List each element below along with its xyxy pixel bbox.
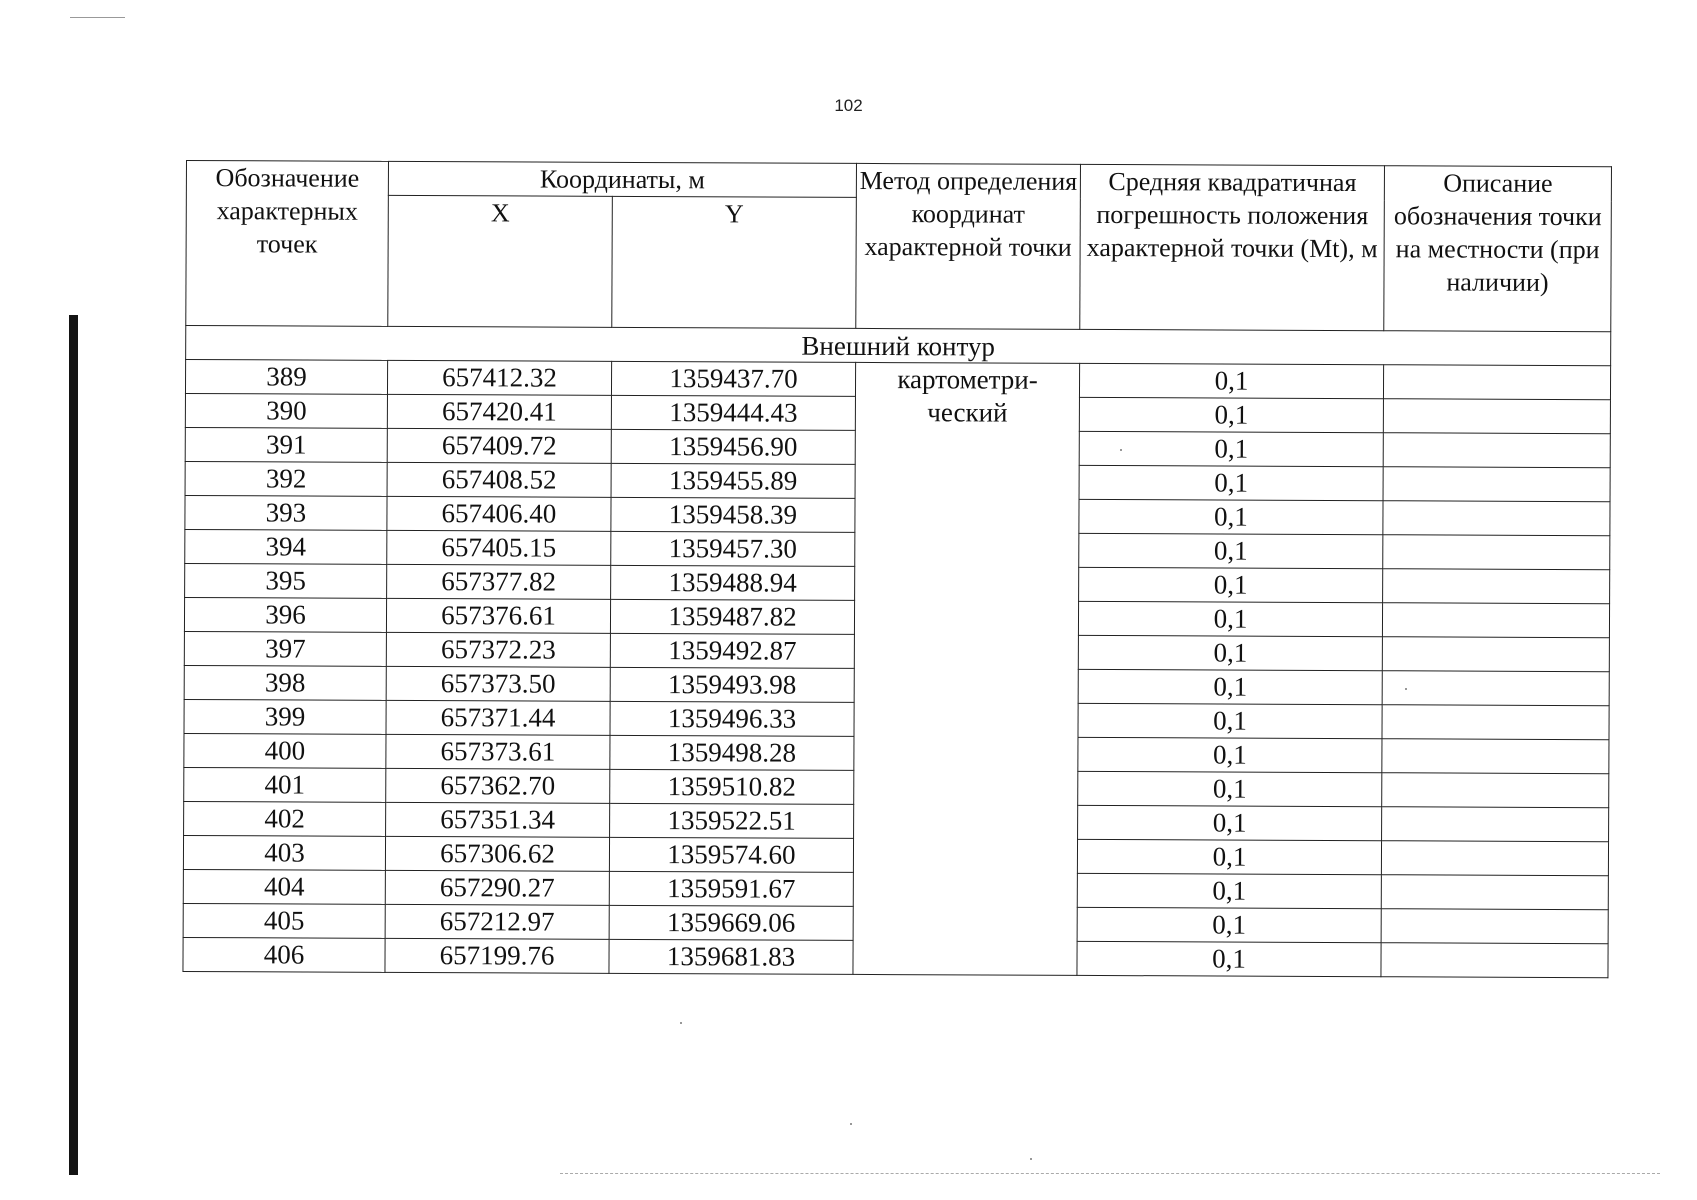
cell-description [1382, 705, 1609, 740]
cell-description [1383, 501, 1610, 536]
cell-y: 1359444.43 [611, 395, 855, 430]
cell-description [1383, 433, 1610, 468]
cell-error: 0,1 [1079, 567, 1383, 602]
section-title: Внешний контур [186, 326, 1611, 366]
scan-speck [850, 1123, 852, 1125]
cell-description [1381, 909, 1608, 944]
cell-error: 0,1 [1078, 635, 1382, 670]
cell-x: 657373.50 [386, 666, 610, 701]
method-line-2: ческий [927, 397, 1008, 428]
method-line-1: картометри- [897, 364, 1038, 395]
cell-error: 0,1 [1078, 805, 1382, 840]
cell-x: 657212.97 [385, 904, 609, 939]
cell-point: 401 [184, 767, 386, 802]
scan-mark [70, 17, 125, 18]
scan-speck [1030, 1158, 1032, 1160]
cell-description [1382, 637, 1609, 672]
cell-error: 0,1 [1079, 499, 1383, 534]
cell-point: 405 [183, 903, 385, 938]
cell-x: 657406.40 [387, 496, 611, 531]
scan-speck [1120, 449, 1122, 451]
cell-y: 1359510.82 [610, 769, 854, 804]
cell-point: 395 [185, 563, 387, 598]
scan-bottom-line [560, 1173, 1660, 1174]
cell-x: 657362.70 [386, 768, 610, 803]
cell-description [1383, 399, 1610, 434]
cell-point: 393 [185, 495, 387, 530]
scan-speck [1405, 688, 1407, 690]
header-y: Y [612, 196, 857, 328]
cell-point: 398 [184, 665, 386, 700]
cell-x: 657377.82 [387, 564, 611, 599]
cell-error: 0,1 [1079, 363, 1383, 398]
cell-description [1382, 603, 1609, 638]
cell-error: 0,1 [1077, 907, 1381, 942]
cell-error: 0,1 [1078, 601, 1382, 636]
cell-x: 657408.52 [387, 462, 611, 497]
cell-x: 657412.32 [387, 360, 611, 395]
cell-error: 0,1 [1077, 873, 1381, 908]
cell-method [853, 362, 1080, 975]
cell-x: 657405.15 [387, 530, 611, 565]
header-point: Обозначение характерных точек [186, 161, 389, 327]
cell-x: 657306.62 [385, 836, 609, 871]
header-method: Метод определения координат характерной точки [856, 163, 1081, 329]
cell-y: 1359458.39 [611, 497, 855, 532]
cell-x: 657420.41 [387, 394, 611, 429]
cell-point: 390 [185, 393, 387, 428]
cell-description [1383, 467, 1610, 502]
cell-y: 1359487.82 [610, 599, 854, 634]
cell-y: 1359498.28 [610, 735, 854, 770]
cell-description [1381, 875, 1608, 910]
cell-y: 1359591.67 [609, 871, 853, 906]
cell-error: 0,1 [1077, 941, 1381, 976]
cell-description [1382, 807, 1609, 842]
cell-x: 657351.34 [386, 802, 610, 837]
cell-x: 657409.72 [387, 428, 611, 463]
coordinates-table-container [182, 160, 1611, 978]
header-x: X [388, 195, 613, 327]
cell-error: 0,1 [1079, 397, 1383, 432]
cell-error: 0,1 [1077, 839, 1381, 874]
cell-point: 403 [183, 835, 385, 870]
cell-x: 657371.44 [386, 700, 610, 735]
cell-y: 1359456.90 [611, 429, 855, 464]
cell-x: 657290.27 [385, 870, 609, 905]
scan-edge-bar [69, 315, 78, 1175]
cell-y: 1359492.87 [610, 633, 854, 668]
header-error: Средняя квадратичная погрешность положения характерной точки (Mt), м [1080, 164, 1385, 330]
cell-y: 1359669.06 [609, 905, 853, 940]
cell-point: 392 [185, 461, 387, 496]
cell-description [1382, 773, 1609, 808]
cell-point: 394 [185, 529, 387, 564]
cell-error: 0,1 [1078, 703, 1382, 738]
cell-point: 402 [184, 801, 386, 836]
cell-y: 1359488.94 [611, 565, 855, 600]
cell-error: 0,1 [1078, 737, 1382, 772]
cell-y: 1359493.98 [610, 667, 854, 702]
cell-x: 657199.76 [385, 938, 609, 973]
cell-point: 391 [185, 427, 387, 462]
cell-y: 1359457.30 [611, 531, 855, 566]
header-description: Описание обозначения точки на местности (при наличии) [1384, 166, 1612, 332]
cell-y: 1359681.83 [609, 939, 853, 974]
cell-y: 1359574.60 [609, 837, 853, 872]
cell-point: 389 [185, 360, 387, 395]
cell-error: 0,1 [1079, 533, 1383, 568]
cell-description [1383, 365, 1610, 400]
cell-point: 399 [184, 699, 386, 734]
cell-description [1382, 671, 1609, 706]
cell-description [1383, 569, 1610, 604]
cell-error: 0,1 [1078, 669, 1382, 704]
cell-y: 1359455.89 [611, 463, 855, 498]
cell-point: 406 [183, 937, 385, 972]
cell-x: 657373.61 [386, 734, 610, 769]
cell-error: 0,1 [1079, 431, 1383, 466]
cell-description [1381, 841, 1608, 876]
cell-y: 1359437.70 [611, 361, 855, 396]
page-number: 102 [834, 96, 863, 115]
cell-point: 397 [184, 631, 386, 666]
cell-point: 396 [184, 597, 386, 632]
cell-x: 657376.61 [386, 598, 610, 633]
header-coordinates: Координаты, м [388, 161, 856, 197]
cell-description [1383, 535, 1610, 570]
cell-description [1381, 943, 1608, 978]
cell-error: 0,1 [1078, 771, 1382, 806]
cell-x: 657372.23 [386, 632, 610, 667]
cell-description [1382, 739, 1609, 774]
cell-point: 404 [183, 869, 385, 904]
cell-point: 400 [184, 733, 386, 768]
coordinates-table [182, 160, 1612, 978]
cell-error: 0,1 [1079, 465, 1383, 500]
cell-y: 1359496.33 [610, 701, 854, 736]
cell-y: 1359522.51 [610, 803, 854, 838]
scan-speck [680, 1022, 682, 1024]
